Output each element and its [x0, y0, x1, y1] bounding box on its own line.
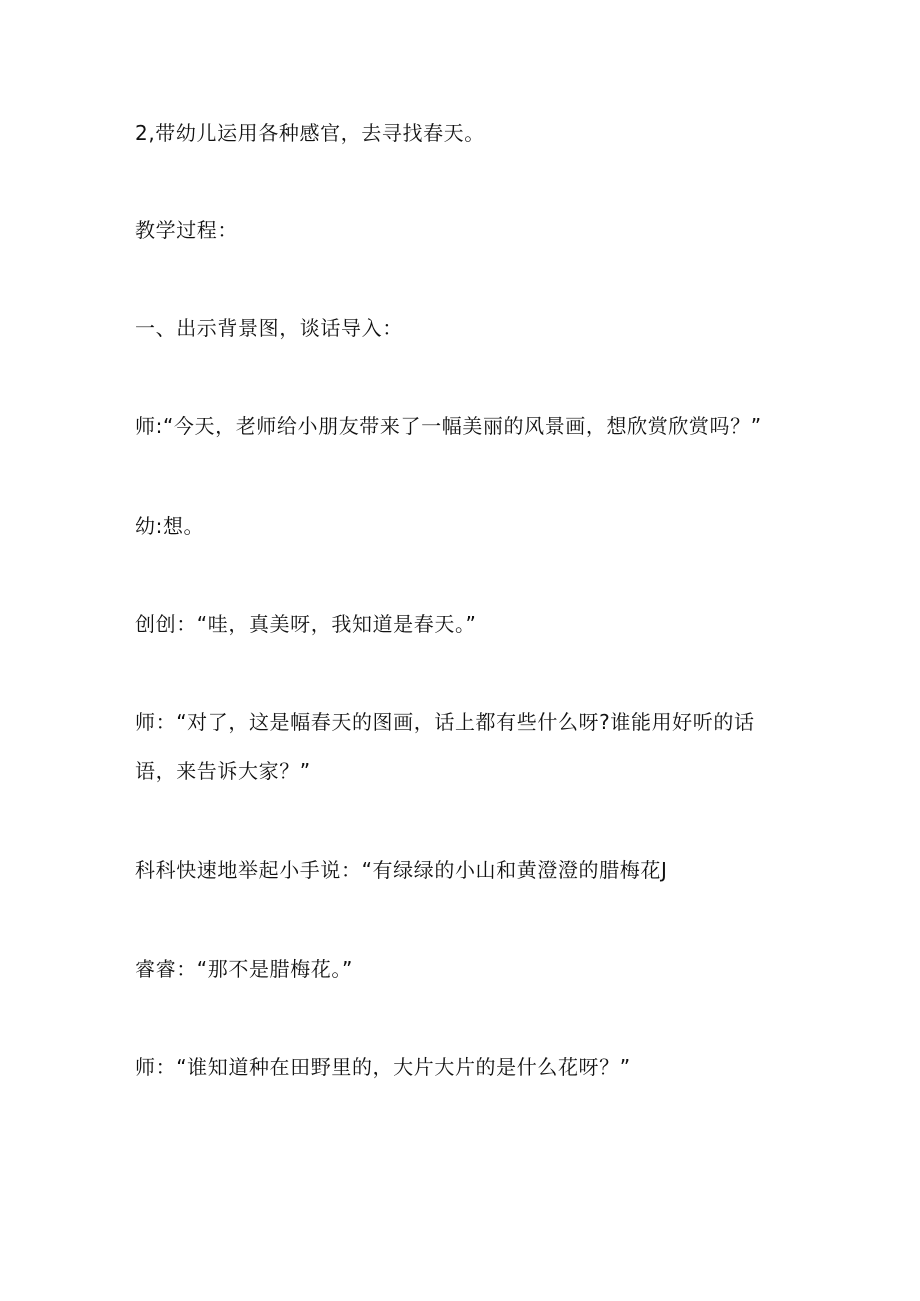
paragraph-chuangchuang-line: 创创：“哇，真美呀，我知道是春天。”	[135, 612, 477, 636]
paragraph-children-reply: 幼:想。	[135, 514, 205, 538]
paragraph-teacher-line-3: 师：“谁知道种在田野里的，大片大片的是什么花呀？”	[135, 1055, 631, 1079]
paragraph-process-heading: 教学过程：	[135, 218, 238, 242]
paragraph-goal-2: 2,带幼儿运用各种感官，去寻找春天。	[135, 121, 485, 145]
paragraph-ruirui-line: 睿睿：“那不是腊梅花。”	[135, 957, 353, 981]
paragraph-teacher-line-1: 师:“今天，老师给小朋友带来了一幅美丽的风景画，想欣赏欣赏吗？”	[135, 414, 762, 438]
paragraph-teacher-line-2a: 师：“对了，这是幅春天的图画，话上都有些什么呀?谁能用好听的话	[135, 710, 755, 734]
paragraph-keke-line: 科科快速地举起小手说：“有绿绿的小山和黄澄澄的腊梅花J	[135, 858, 668, 882]
paragraph-section-1-heading: 一、出示背景图，谈话导入：	[135, 316, 403, 340]
paragraph-teacher-line-2b: 语，来告诉大家？”	[135, 759, 311, 783]
